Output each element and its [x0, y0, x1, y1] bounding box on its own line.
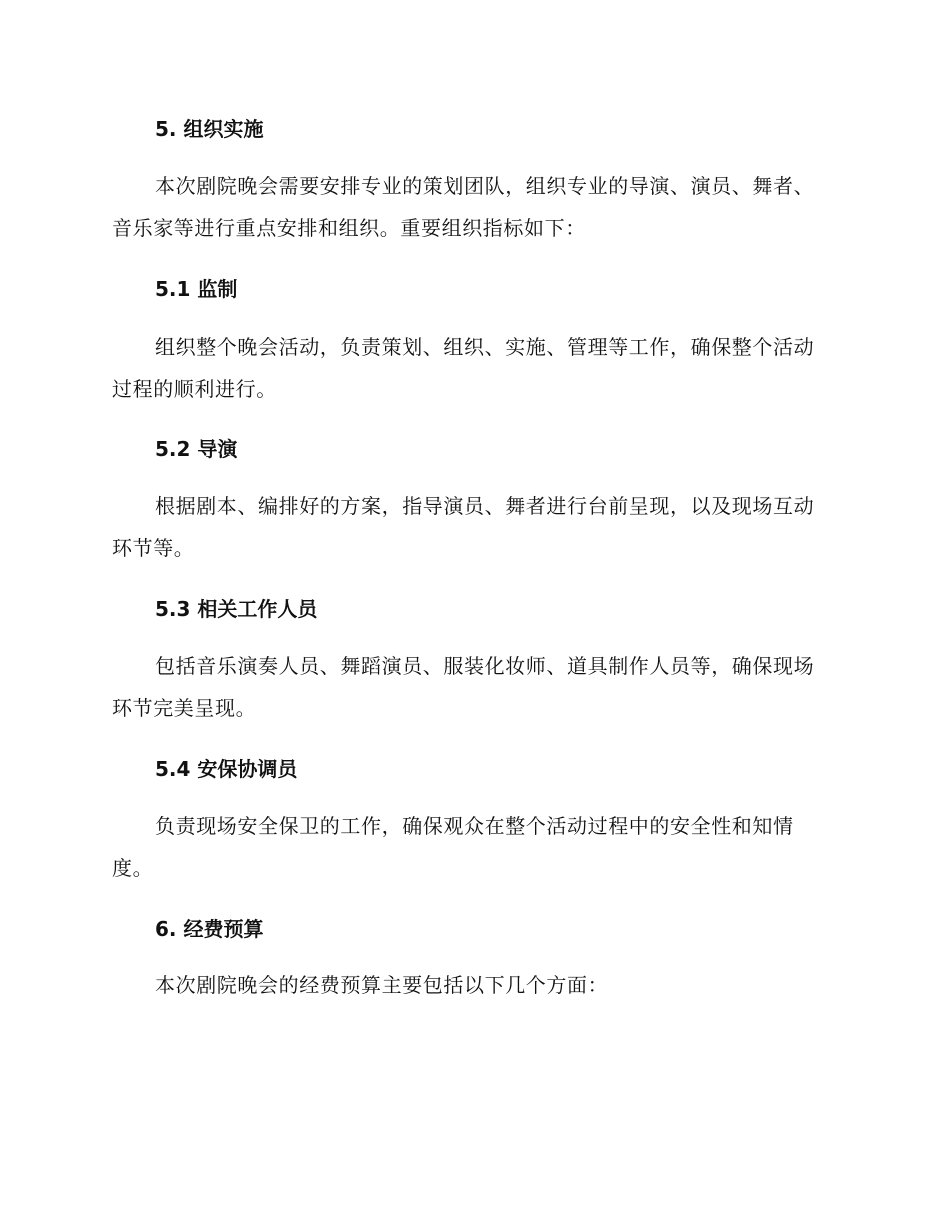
section-paragraph-security: 负责现场安全保卫的工作，确保观众在整个活动过程中的安全性和知情度。 [112, 814, 794, 880]
section-heading-security: 5.4 安保协调员 [155, 757, 298, 781]
section-heading-supervision: 5.1 监制 [155, 277, 238, 301]
section-paragraph-budget: 本次剧院晚会的经费预算主要包括以下几个方面： [155, 973, 609, 997]
section-heading-organization: 5. 组织实施 [155, 117, 264, 141]
section-paragraph-supervision: 组织整个晚会活动，负责策划、组织、实施、管理等工作，确保整个活动过程的顺利进行。 [112, 335, 815, 401]
section-heading-budget: 6. 经费预算 [155, 917, 264, 941]
section-heading-director: 5.2 导演 [155, 437, 238, 461]
section-paragraph-staff: 包括音乐演奏人员、舞蹈演员、服装化妆师、道具制作人员等，确保现场环节完美呈现。 [112, 654, 815, 720]
section-heading-staff: 5.3 相关工作人员 [155, 597, 318, 621]
section-paragraph-organization: 本次剧院晚会需要安排专业的策划团队，组织专业的导演、演员、舞者、音乐家等进行重点安排和组织。重要组织指标如下： [112, 174, 815, 240]
section-paragraph-director: 根据剧本、编排好的方案，指导演员、舞者进行台前呈现，以及现场互动环节等。 [112, 494, 815, 560]
